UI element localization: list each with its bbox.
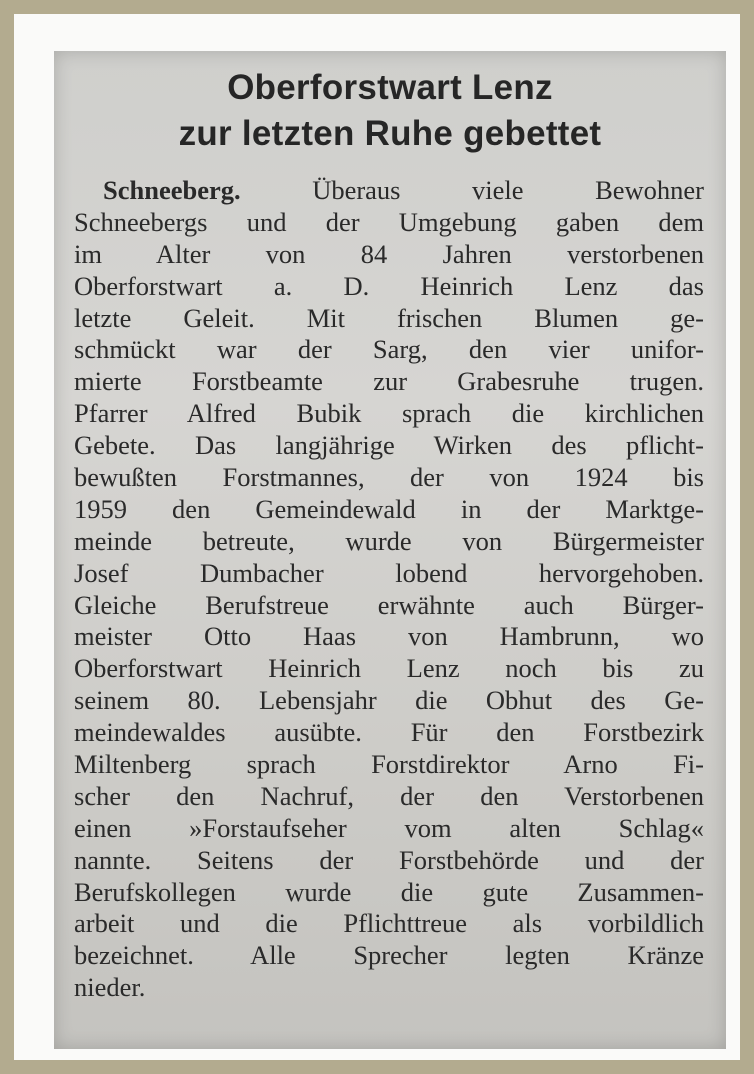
dateline: Schneeberg.	[103, 175, 241, 205]
body-line: Pfarrer Alfred Bubik sprach die kirchlichen	[74, 398, 704, 429]
body-line: meinde betreute, wurde von Bürgermeister	[74, 525, 704, 556]
body-line: Miltenberg sprach Forstdirektor Arno Fi-	[74, 749, 704, 780]
body-line: im Alter von 84 Jahren verstorbenen	[74, 238, 704, 269]
body-line: meindewaldes ausübte. Für den Forstbezirk	[74, 717, 704, 748]
body-line: scher den Nachruf, der den Verstorbenen	[74, 780, 704, 811]
body-line: Berufskollegen wurde die gute Zusammen-	[74, 876, 704, 907]
body-line: Josef Dumbacher lobend hervorgehoben.	[74, 557, 704, 588]
body-line: Gebete. Das langjährige Wirken des pflicht-	[74, 430, 704, 461]
body-line: Oberforstwart a. D. Heinrich Lenz das	[74, 270, 704, 301]
body-line-text: Überaus viele Bewohner	[312, 175, 704, 205]
newspaper-clipping	[54, 51, 726, 1049]
photo-frame	[14, 14, 740, 1060]
body-line	[74, 175, 704, 207]
body-line: 1959 den Gemeindewald in der Marktge-	[74, 493, 704, 524]
body-line: Gleiche Berufstreue erwähnte auch Bürger-	[74, 589, 704, 620]
article-body	[74, 175, 704, 1004]
body-line: meister Otto Haas von Hambrunn, wo	[74, 621, 704, 652]
headline-line: Oberforstwart Lenz	[227, 68, 553, 107]
body-line: mierte Forstbeamte zur Grabesruhe trugen.	[74, 366, 704, 397]
body-line: letzte Geleit. Mit frischen Blumen ge-	[74, 302, 704, 333]
body-line: schmückt war der Sarg, den vier unifor-	[74, 334, 704, 365]
body-line: seinem 80. Lebensjahr die Obhut des Ge-	[74, 685, 704, 716]
body-line: bezeichnet. Alle Sprecher legten Kränze	[74, 940, 704, 971]
body-line: nannte. Seitens der Forstbehörde und der	[74, 844, 704, 875]
body-line: Schneebergs und der Umgebung gaben dem	[74, 206, 704, 237]
body-line: bewußten Forstmannes, der von 1924 bis	[74, 462, 704, 493]
body-line: nieder.	[74, 972, 146, 1003]
body-line: einen »Forstaufseher vom alten Schlag«	[74, 812, 704, 843]
headline-line: zur letzten Ruhe gebettet	[178, 114, 602, 153]
body-line: Oberforstwart Heinrich Lenz noch bis zu	[74, 653, 704, 684]
article-headline	[54, 65, 726, 157]
body-line: arbeit und die Pflichttreue als vorbildlich	[74, 908, 704, 939]
